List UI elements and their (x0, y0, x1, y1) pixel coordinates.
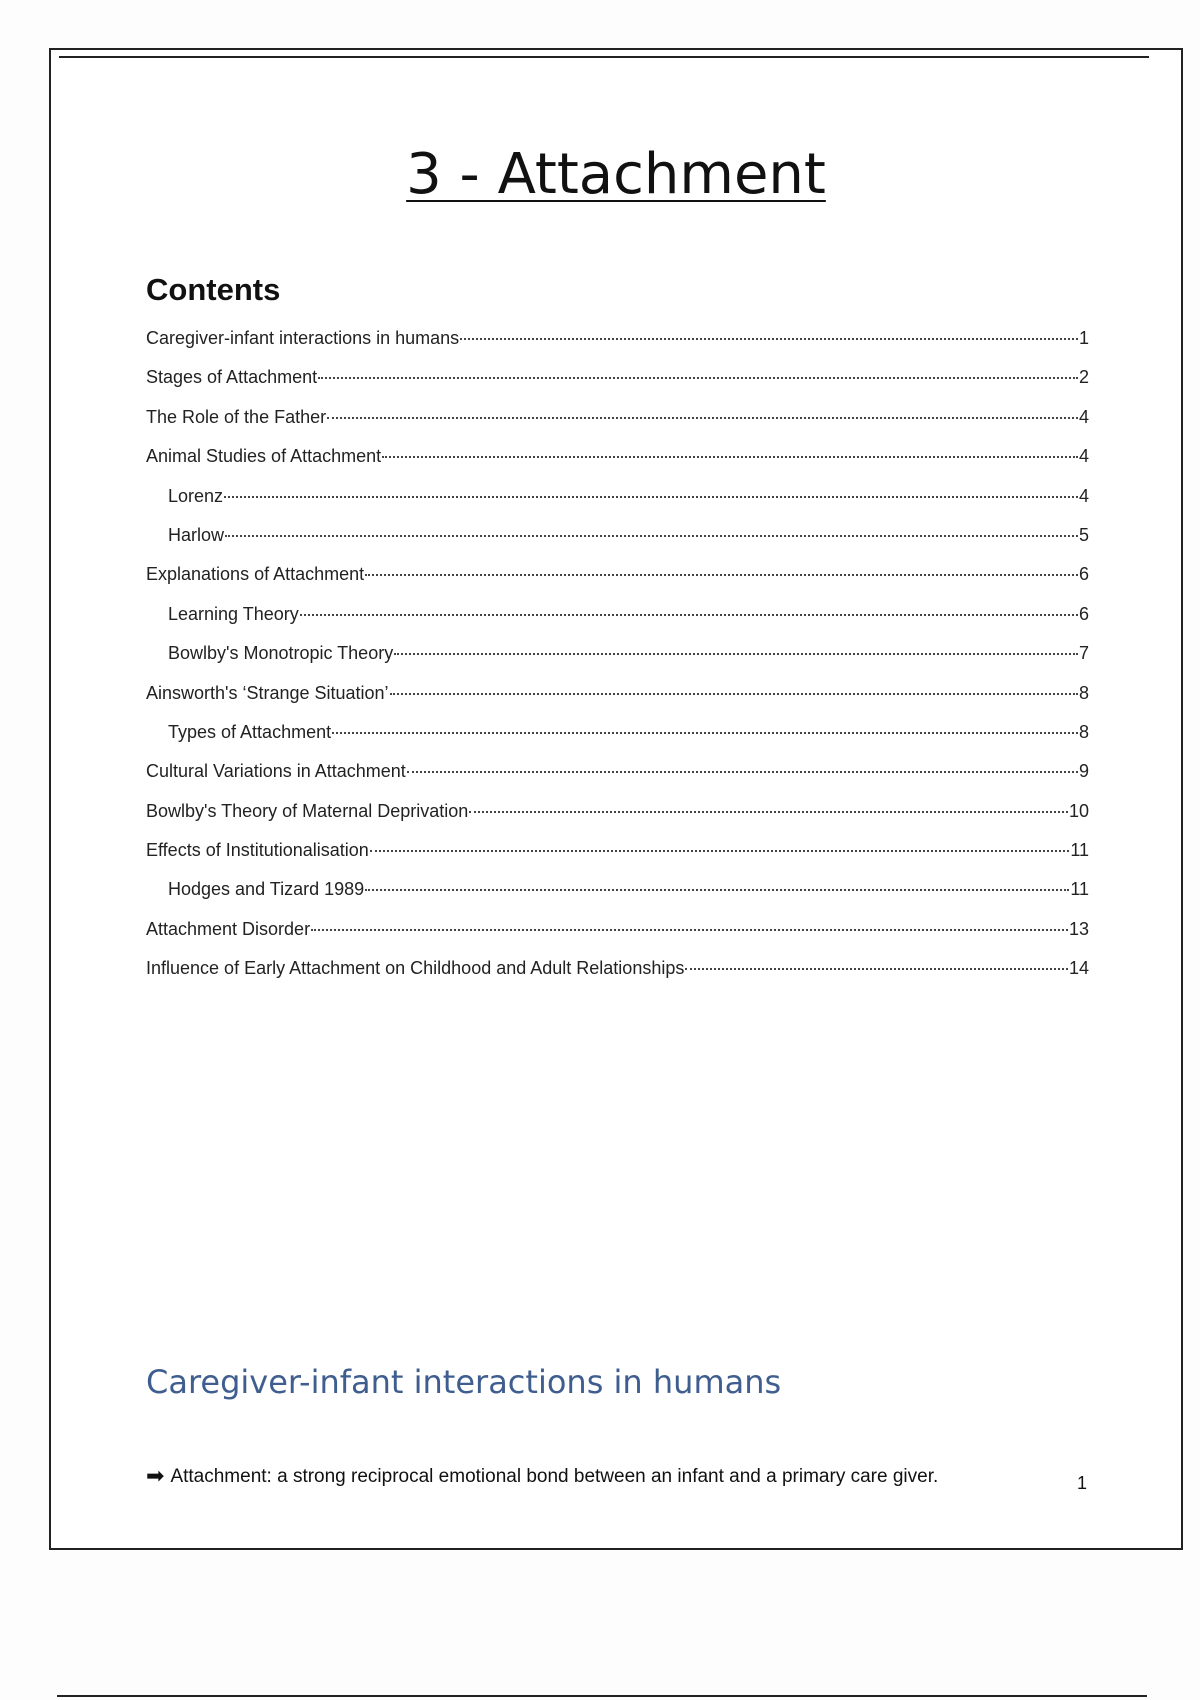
document-title: 3 - Attachment (406, 142, 826, 207)
arrow-right-icon: ➡ (146, 1463, 165, 1488)
toc-dot-leader (460, 338, 1078, 340)
toc-entry-page: 10 (1068, 800, 1089, 821)
document-page (49, 48, 1183, 1550)
toc-entry[interactable] (146, 641, 1089, 680)
toc-dot-leader (300, 614, 1078, 616)
toc-entry-label: Effects of Institutionalisation (146, 840, 369, 861)
toc-entry[interactable] (146, 365, 1089, 404)
toc-entry[interactable] (146, 484, 1089, 523)
toc-entry-label: Types of Attachment (168, 721, 332, 742)
toc-entry-page: 4 (1078, 485, 1089, 506)
toc-dot-leader (318, 377, 1078, 379)
toc-entry-label: Explanations of Attachment (146, 564, 365, 585)
toc-entry[interactable] (146, 838, 1089, 877)
toc-entry[interactable] (146, 759, 1089, 798)
toc-entry[interactable] (146, 877, 1089, 916)
next-page-header-rule (57, 1695, 1147, 1697)
toc-dot-leader (469, 811, 1068, 813)
toc-entry-page: 4 (1078, 446, 1089, 467)
toc-entry-label: Lorenz (168, 485, 224, 506)
toc-dot-leader (370, 850, 1070, 852)
bullet-paragraph (146, 1462, 938, 1488)
toc-entry-label: Ainsworth's ‘Strange Situation’ (146, 682, 389, 703)
toc-entry-page: 7 (1078, 643, 1089, 664)
toc-entry-label: Attachment Disorder (146, 918, 311, 939)
toc-entry-page: 6 (1078, 603, 1089, 624)
contents-heading: Contents (146, 272, 281, 307)
toc-entry-page: 8 (1078, 682, 1089, 703)
toc-entry-label: Cultural Variations in Attachment (146, 761, 406, 782)
toc-entry[interactable] (146, 602, 1089, 641)
toc-dot-leader (311, 929, 1068, 931)
toc-entry-page: 8 (1078, 721, 1089, 742)
toc-entry-label: Harlow (168, 524, 225, 545)
toc-entry[interactable] (146, 326, 1089, 365)
toc-entry[interactable] (146, 405, 1089, 444)
toc-entry-page: 9 (1078, 761, 1089, 782)
toc-dot-leader (365, 889, 1069, 891)
toc-dot-leader (390, 693, 1078, 695)
toc-entry[interactable] (146, 681, 1089, 720)
toc-entry[interactable] (146, 917, 1089, 956)
toc-dot-leader (225, 535, 1078, 537)
toc-entry-page: 5 (1078, 524, 1089, 545)
toc-dot-leader (394, 653, 1078, 655)
toc-entry-label: Influence of Early Attachment on Childhood and Adult Relationships (146, 958, 685, 979)
toc-dot-leader (407, 771, 1078, 773)
toc-dot-leader (327, 417, 1078, 419)
toc-entry-page: 11 (1070, 840, 1089, 861)
bullet-text: Attachment: a strong reciprocal emotional bond between an infant and a primary care giver. (170, 1466, 939, 1487)
toc-entry[interactable] (146, 444, 1089, 483)
toc-entry[interactable] (146, 523, 1089, 562)
table-of-contents (146, 326, 1089, 996)
toc-entry[interactable] (146, 956, 1089, 995)
toc-entry-label: Caregiver-infant interactions in humans (146, 328, 460, 348)
toc-entry-label: Animal Studies of Attachment (146, 446, 382, 467)
toc-entry-label: The Role of the Father (146, 406, 327, 427)
toc-dot-leader (685, 968, 1068, 970)
toc-entry[interactable] (146, 799, 1089, 838)
toc-entry-page: 11 (1070, 879, 1089, 900)
toc-entry-page: 4 (1078, 406, 1089, 427)
toc-entry-page: 14 (1068, 958, 1089, 979)
toc-entry-label: Bowlby's Theory of Maternal Deprivation (146, 800, 469, 821)
toc-entry-label: Stages of Attachment (146, 367, 318, 388)
toc-entry[interactable] (146, 562, 1089, 601)
toc-entry-page: 1 (1078, 328, 1089, 348)
toc-entry[interactable] (146, 720, 1089, 759)
toc-entry-label: Learning Theory (168, 603, 299, 624)
page-number: 1 (1077, 1473, 1088, 1493)
toc-entry-page: 13 (1068, 918, 1089, 939)
toc-dot-leader (382, 456, 1078, 458)
section-heading: Caregiver-infant interactions in humans (146, 1363, 782, 1401)
toc-entry-page: 2 (1078, 367, 1089, 388)
toc-entry-label: Hodges and Tizard 1989 (168, 879, 365, 900)
toc-dot-leader (224, 496, 1078, 498)
toc-dot-leader (332, 732, 1078, 734)
toc-entry-page: 6 (1078, 564, 1089, 585)
header-rule (59, 56, 1149, 58)
toc-entry-label: Bowlby's Monotropic Theory (168, 643, 394, 664)
toc-dot-leader (365, 574, 1078, 576)
